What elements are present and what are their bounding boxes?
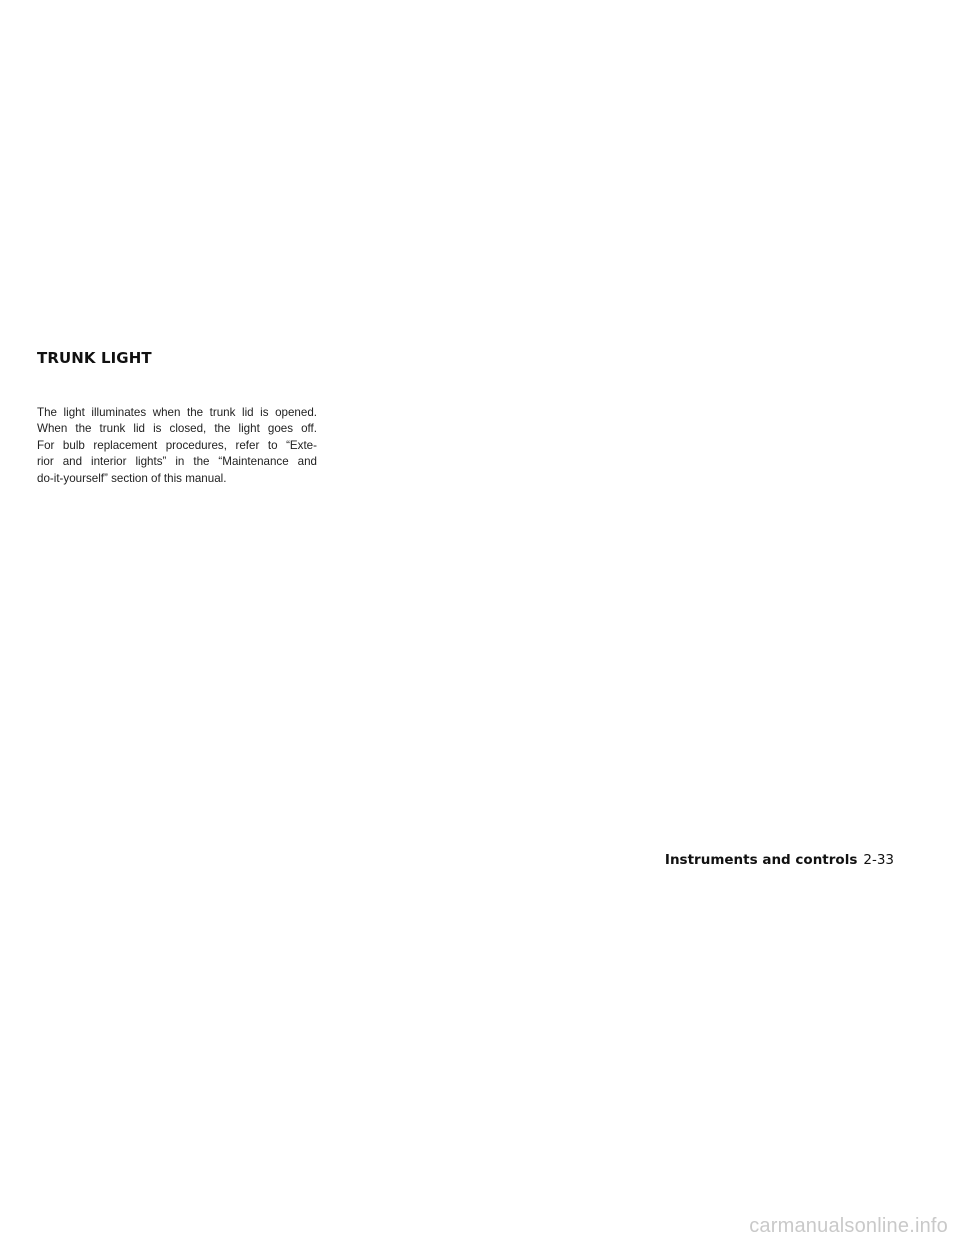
- footer-page-number: 2-33: [863, 852, 894, 868]
- body-paragraph: [37, 405, 317, 487]
- section-heading: TRUNK LIGHT: [37, 349, 152, 367]
- paragraph-line: rior and interior lights” in the “Maintenance and: [37, 455, 317, 469]
- paragraph-line: When the trunk lid is closed, the light goes off.: [37, 422, 317, 436]
- page-footer: [665, 852, 894, 868]
- paragraph-line: do-it-yourself” section of this manual.: [37, 471, 227, 485]
- paragraph-line: For bulb replacement procedures, refer to “Exte-: [37, 438, 317, 452]
- footer-section-name: Instruments and controls: [664, 852, 858, 868]
- paragraph-line: The light illuminates when the trunk lid is opened.: [37, 406, 317, 419]
- watermark-text: carmanualsonline.info: [749, 1215, 948, 1237]
